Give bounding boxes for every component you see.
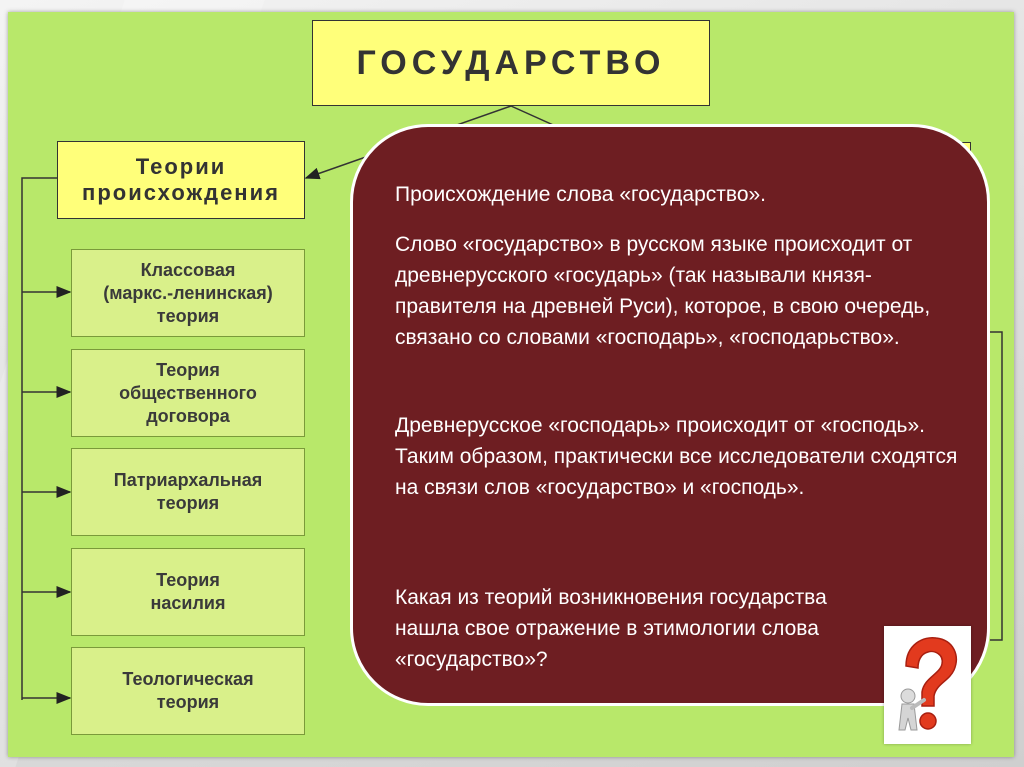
theory-box-violence: Теория насилия [71,548,305,636]
theory-box-theological: Теологическая теория [71,647,305,735]
diagram-title: ГОСУДАРСТВО [312,20,710,106]
theory-box-patriarchal: Патриархальная теория [71,448,305,536]
theory-box-social-contract: Теория общественного договора [71,349,305,437]
theory-box-class: Классовая (маркс.-ленинская) теория [71,249,305,337]
etymology-callout [350,124,990,706]
theories-header: Теории происхождения [57,141,305,219]
callout-heading: Происхождение слова «государство». [395,183,767,206]
question-mark-figure-icon [884,626,971,744]
callout-question: Какая из теорий возникновения государства нашла свое отражение в этимологии слова «государство»? [395,586,827,671]
callout-paragraph-2: Древнерусское «господарь» происходит от «господь». Таким образом, практически все исследователи сходятся на связи слов «государство» и «господь». [395,414,958,499]
callout-paragraph-1: Слово «государство» в русском языке происходит от древнерусского «государь» (так называли князя-правителя на древней Руси), которое, в свою очередь, связано со словами «господарь», «господарьство». [395,233,931,349]
